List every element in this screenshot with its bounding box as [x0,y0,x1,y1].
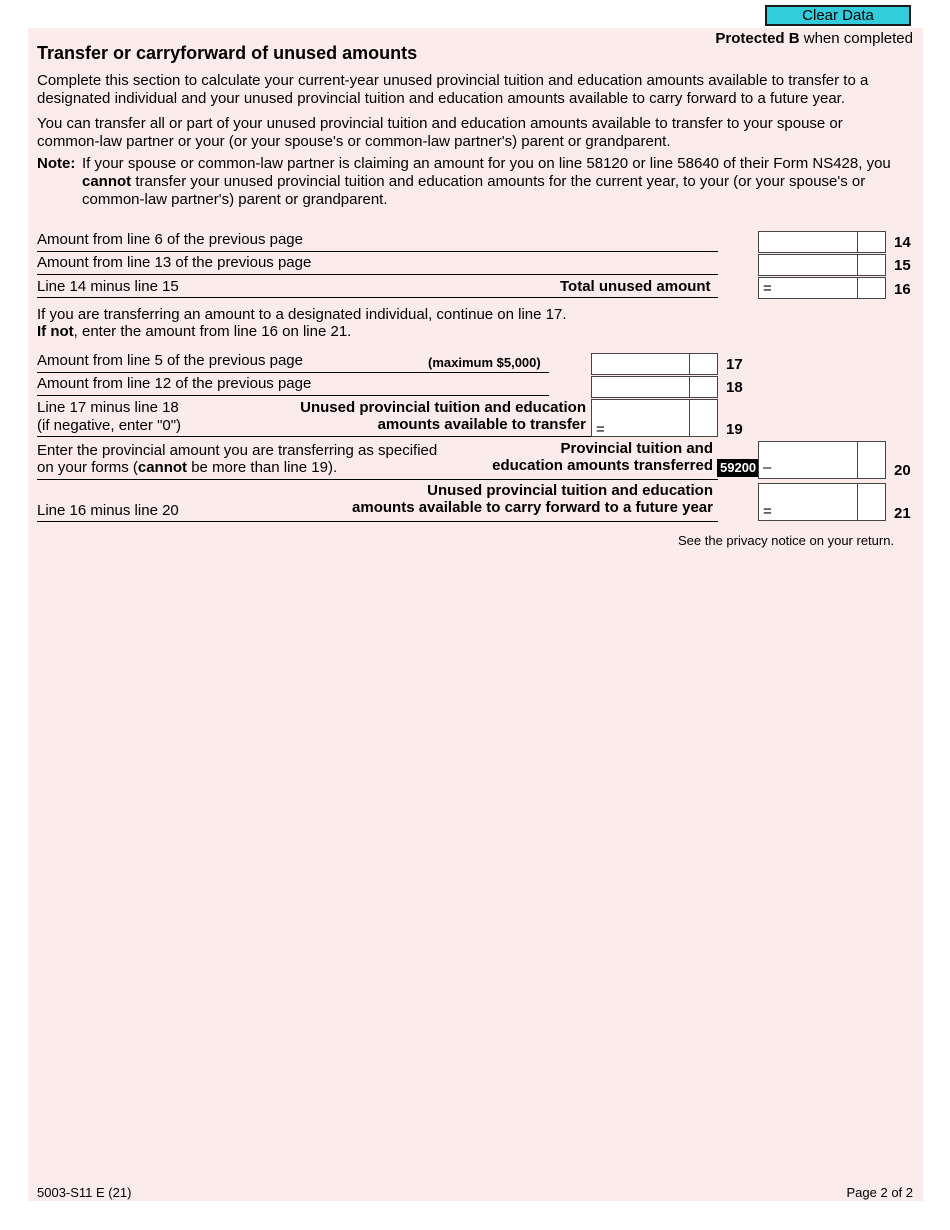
intro-paragraph: Complete this section to calculate your current-year unused provincial tuition and education amounts available to transfer to a designated individual and your unused provincial tuition and education amounts available to carry forward to a future year. [37,72,869,107]
line-18-label: Amount from line 12 of the previous page [37,375,312,392]
line-21-title: Unused provincial tuition and education [427,482,713,499]
line-14-number: 14 [894,234,911,251]
privacy-notice: See the privacy notice on your return. [678,533,895,548]
line-17-maximum: (maximum $5,000) [428,355,541,370]
if-not-instruction: If not, enter the amount from line 16 on line 21. [37,323,352,340]
line-21-equals: = [763,503,772,520]
line-19-subtitle: amounts available to transfer [377,416,586,433]
line-19-label: Line 17 minus line 18 [37,399,179,416]
transfer-paragraph: You can transfer all or part of your unused provincial tuition and education amounts available to transfer to your spouse or common-law partner or your (or your spouse's or common-law partner's) parent or grandparent. [37,115,843,150]
line-18-rule [37,395,549,396]
line-20-sublabel: on your forms (cannot be more than line 19). [37,459,338,476]
line-17-rule [37,372,549,373]
line-21-input[interactable] [758,483,886,521]
note-label: Note: [37,155,76,172]
line-17-input[interactable] [591,353,718,375]
line-18-number: 18 [726,379,743,396]
line-19-equals: = [596,421,605,438]
line-19-sublabel: (if negative, enter "0") [37,417,182,434]
designated-instruction: If you are transferring an amount to a designated individual, continue on line 17. [37,306,567,323]
line-21-rule [37,521,718,522]
line-14-rule [37,251,718,252]
line-20-input[interactable] [758,441,886,479]
protected-status: Protected B when completed [715,30,913,47]
note-block [37,155,912,209]
line-16-number: 16 [894,281,911,298]
line-15-label: Amount from line 13 of the previous page [37,254,312,271]
line-15-input[interactable] [758,254,886,276]
clear-data-button[interactable]: Clear Data [765,5,911,26]
line-14-label: Amount from line 6 of the previous page [37,231,303,248]
form-identifier: 5003-S11 E (21) [37,1185,132,1200]
line-18-input[interactable] [591,376,718,398]
line-20-subtitle: education amounts transferred [492,457,713,474]
line-19-number: 19 [726,421,743,438]
line-16-rule [37,297,718,298]
line-17-label: Amount from line 5 of the previous page [37,352,303,369]
line-16-label: Line 14 minus line 15 [37,278,179,295]
line-20-label: Enter the provincial amount you are transferring as specified [37,442,438,459]
line-21-label: Line 16 minus line 20 [37,502,179,519]
line-21-number: 21 [894,505,911,522]
page-number: Page 2 of 2 [846,1185,913,1200]
line-16-equals: = [763,280,772,297]
line-20-code-badge: 59200 [717,459,759,477]
line-17-number: 17 [726,356,743,373]
line-15-number: 15 [894,257,911,274]
line-19-title: Unused provincial tuition and education [300,399,586,416]
note-text: If your spouse or common-law partner is claiming an amount for you on line 58120 or line 58640 of their Form NS428, you cannot transfer your unused provincial tuition and education amounts for the current year, to your (or your spouse's or common-law partner's) parent or grandparent. [82,155,891,208]
line-15-rule [37,274,718,275]
line-20-number: 20 [894,462,911,479]
line-19-input[interactable] [591,399,718,437]
line-20-title: Provincial tuition and [560,440,713,457]
section-title: Transfer or carryforward of unused amounts [37,43,418,63]
line-20-rule [37,479,718,480]
line-21-subtitle: amounts available to carry forward to a future year [352,499,713,516]
line-14-input[interactable] [758,231,886,253]
line-16-total-label: Total unused amount [560,278,711,295]
line-20-minus: – [763,459,772,476]
line-16-input[interactable] [758,277,886,299]
